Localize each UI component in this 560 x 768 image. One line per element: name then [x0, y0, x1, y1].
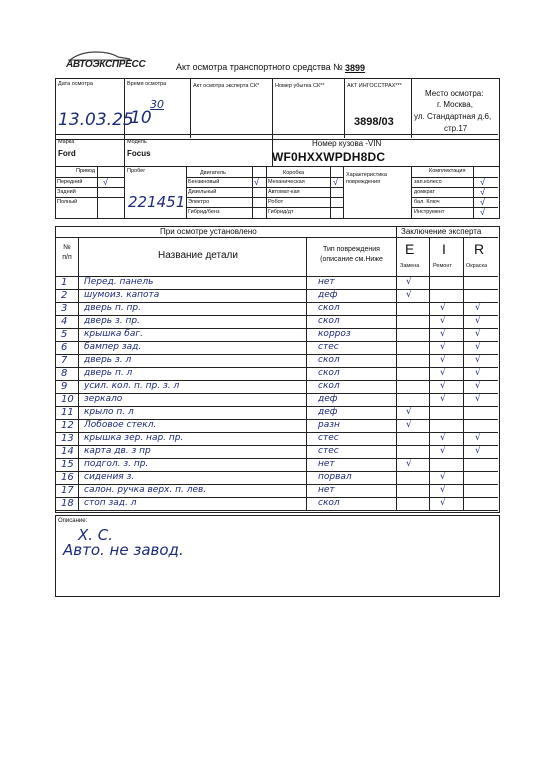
- row-part: сидения з.: [84, 472, 135, 482]
- row-n: 16: [61, 472, 74, 483]
- row-damage: нет: [318, 459, 335, 469]
- place-line1: г. Москва,: [437, 100, 473, 109]
- row-part: крышка зер. нар. пр.: [84, 433, 184, 443]
- row-n: 14: [61, 446, 74, 457]
- num-label: № п/п: [62, 244, 72, 261]
- row-damage: стес: [318, 446, 339, 456]
- engine-diesel: Дизельный: [188, 189, 217, 195]
- e-label: E: [405, 241, 415, 257]
- row-damage: деф: [318, 394, 338, 404]
- row-part: дверь п. л: [84, 368, 133, 378]
- loss-number-label: Номер убытка СК**: [275, 83, 325, 89]
- row-i: √: [440, 446, 446, 456]
- row-i: √: [440, 472, 446, 482]
- row-e: √: [406, 420, 412, 430]
- drive-full: Полный: [57, 199, 78, 205]
- company-logo: [66, 50, 146, 72]
- logo-text: АВТОЭКСПРЕСС: [66, 59, 146, 70]
- row-n: 5: [61, 329, 68, 340]
- row-r: √: [475, 303, 481, 313]
- row-n: 17: [61, 485, 74, 496]
- equip-spare: зап.колесо: [414, 179, 442, 185]
- description-line1: Х. С.: [78, 526, 114, 544]
- place-line3: стр.17: [444, 124, 468, 133]
- damage-type-label: Тип повреждения (описание см.Ниже: [320, 246, 383, 263]
- engine-electro: Электро: [188, 199, 210, 205]
- row-part: подгол. з. пр.: [84, 459, 149, 469]
- row-n: 15: [61, 459, 74, 470]
- row-e: √: [406, 407, 412, 417]
- description-line2: Авто. не завод.: [63, 541, 184, 559]
- row-i: √: [440, 316, 446, 326]
- engine-hybrid: Гибрид/бенз: [188, 209, 220, 215]
- time-label: Время осмотра: [127, 81, 167, 87]
- date-value: 13.03.25: [58, 110, 134, 130]
- row-part: дверь п. пр.: [84, 303, 142, 313]
- row-damage: скол: [318, 498, 340, 508]
- row-damage: разн: [318, 420, 340, 430]
- row-n: 1: [61, 277, 68, 288]
- row-r: √: [475, 381, 481, 391]
- mileage-value: 221451: [128, 193, 186, 211]
- make-label: Марка: [58, 139, 75, 145]
- equip-key-check: √: [480, 197, 485, 207]
- gearbox-mech: Механическая: [268, 179, 305, 185]
- gearbox-hybrid: Гибрид/дт: [268, 209, 294, 215]
- drive-rear: Задний: [57, 189, 76, 195]
- ingos-value: 3898/03: [354, 116, 394, 128]
- row-n: 18: [61, 498, 74, 509]
- time-minutes: 30: [150, 98, 164, 111]
- row-i: √: [440, 394, 446, 404]
- equip-tools-check: √: [480, 207, 485, 217]
- replace-label: Замена: [400, 263, 420, 269]
- row-n: 7: [61, 355, 68, 366]
- i-label: I: [442, 241, 446, 257]
- row-i: √: [440, 355, 446, 365]
- gearbox-robot: Робот: [268, 199, 284, 205]
- row-part: зеркало: [84, 394, 123, 404]
- equip-label: Комплектация: [429, 168, 466, 174]
- row-damage: деф: [318, 290, 338, 300]
- row-r: √: [475, 355, 481, 365]
- row-i: √: [440, 329, 446, 339]
- row-damage: корроз: [318, 329, 351, 339]
- act-sk-label: Акт осмотра эксперта СК*: [193, 83, 260, 89]
- place-line2: ул. Стандартная д.6,: [414, 112, 492, 121]
- row-i: √: [440, 342, 446, 352]
- row-r: √: [475, 368, 481, 378]
- section-title: При осмотре установлено: [160, 227, 257, 236]
- equip-spare-check: √: [480, 177, 485, 187]
- row-part: дверь з. л: [84, 355, 132, 365]
- row-part: крыло п. л: [84, 407, 134, 417]
- row-e: √: [406, 459, 412, 469]
- row-i: √: [440, 368, 446, 378]
- row-damage: скол: [318, 368, 340, 378]
- engine-petrol-check: √: [254, 177, 259, 187]
- repair-label: Ремонт: [433, 263, 452, 269]
- document-title: Акт осмотра транспортного средства №: [176, 62, 343, 72]
- row-i: √: [440, 433, 446, 443]
- model-value: Focus: [127, 149, 151, 158]
- row-part: крышка баг.: [84, 329, 143, 339]
- row-n: 10: [61, 394, 74, 405]
- row-damage: скол: [318, 381, 340, 391]
- row-part: шумоиз. капота: [84, 290, 160, 300]
- row-part: салон. ручка верх. п. лев.: [84, 485, 207, 495]
- row-r: √: [475, 394, 481, 404]
- row-i: √: [440, 381, 446, 391]
- equip-key: бал. Ключ: [414, 199, 440, 205]
- gearbox-label: Коробка: [283, 170, 305, 176]
- paint-label: Окраска: [466, 263, 488, 269]
- vin-label: Номер кузова -VIN: [312, 139, 382, 148]
- description-label: Описание:: [58, 518, 88, 524]
- document-number: 3899: [345, 63, 366, 73]
- row-r: √: [475, 342, 481, 352]
- place-label: Место осмотра:: [425, 89, 484, 98]
- row-n: 2: [61, 290, 68, 301]
- row-damage: стес: [318, 433, 339, 443]
- row-n: 3: [61, 303, 68, 314]
- row-n: 11: [61, 407, 74, 418]
- drive-label: Привод: [76, 168, 96, 174]
- part-label: Название детали: [158, 250, 238, 261]
- engine-label: Двигатель: [200, 170, 226, 176]
- conclusion-title: Заключение эксперта: [401, 227, 482, 236]
- gearbox-auto: Автомат-кая: [268, 189, 300, 195]
- time-hours: 10: [130, 108, 152, 128]
- row-n: 12: [61, 420, 74, 431]
- row-e: √: [406, 277, 412, 287]
- mileage-label: Пробег: [127, 168, 146, 174]
- row-i: √: [440, 303, 446, 313]
- engine-petrol: Бензиновый: [188, 179, 220, 185]
- row-damage: скол: [318, 316, 340, 326]
- row-part: усил. кол. п. пр. з. л: [84, 381, 180, 391]
- vin-value: WF0HXXWPDH8DC: [272, 150, 386, 164]
- row-part: Лобовое стекл.: [84, 420, 157, 430]
- model-label: Модель: [127, 139, 147, 145]
- row-part: карта дв. з пр: [84, 446, 151, 456]
- row-damage: стес: [318, 342, 339, 352]
- row-r: √: [475, 433, 481, 443]
- row-damage: деф: [318, 407, 338, 417]
- row-r: √: [475, 329, 481, 339]
- row-damage: скол: [318, 303, 340, 313]
- gearbox-mech-check: √: [333, 177, 338, 187]
- row-n: 8: [61, 368, 68, 379]
- row-part: дверь з. пр.: [84, 316, 140, 326]
- make-value: Ford: [58, 149, 76, 158]
- r-label: R: [474, 241, 485, 257]
- row-part: Перед. панель: [84, 277, 154, 287]
- row-e: √: [406, 290, 412, 300]
- equip-jack: домкрат: [414, 189, 435, 195]
- row-r: √: [475, 446, 481, 456]
- equip-tools: Инструмент: [414, 209, 445, 215]
- damage-char-label: Характеристика повреждения: [346, 172, 387, 185]
- row-damage: нет: [318, 485, 335, 495]
- row-damage: скол: [318, 355, 340, 365]
- row-i: √: [440, 485, 446, 495]
- drive-front-check: √: [103, 177, 108, 187]
- row-i: √: [440, 498, 446, 508]
- row-n: 4: [61, 316, 68, 327]
- equip-jack-check: √: [480, 187, 485, 197]
- row-n: 9: [61, 381, 68, 392]
- row-damage: нет: [318, 277, 335, 287]
- date-label: Дата осмотра: [58, 81, 93, 87]
- row-n: 13: [61, 433, 74, 444]
- drive-front: Передний: [57, 179, 83, 185]
- row-r: √: [475, 316, 481, 326]
- row-n: 6: [61, 342, 68, 353]
- row-part: стоп зад. л: [84, 498, 137, 508]
- row-damage: порвал: [318, 472, 352, 482]
- row-part: бампер зад.: [84, 342, 142, 352]
- row-divider: [55, 510, 498, 511]
- ingos-label: АКТ ИНГОССТРАХ***: [347, 83, 402, 89]
